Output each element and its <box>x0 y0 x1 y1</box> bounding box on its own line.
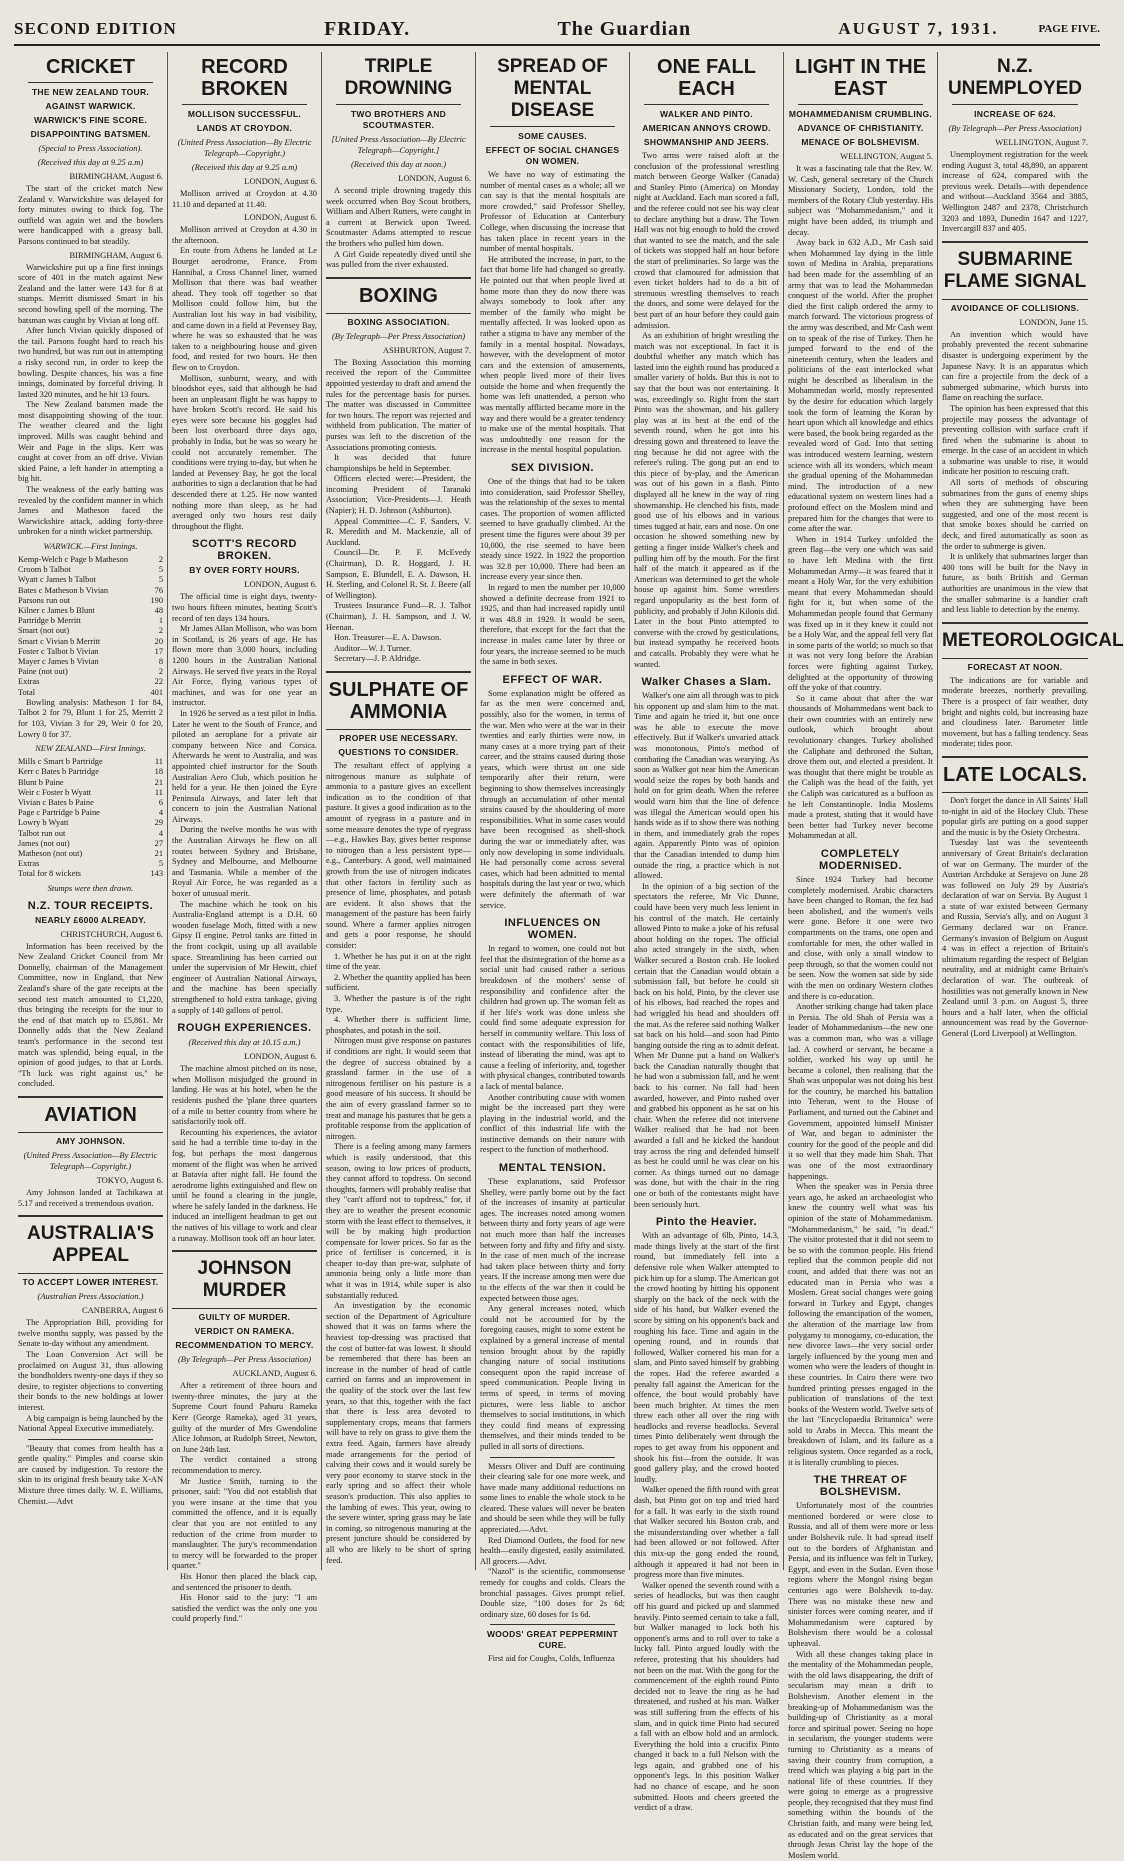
paragraph: His Honor then placed the black cap, and sentenced the prisoner to death. <box>172 1571 317 1592</box>
column-4 <box>476 52 630 1664</box>
paragraph: In regard to women, one could not but feel that the disintegration of the home as a social unit had caused rather a serious breakdown of the mothers' sense of responsibility and confidence after the children had grown up. The woman felt as if her life's work was done unless she could find some adequate expression for herself in community welfare. This loss of contact with the responsibilities of life, instead of liberating the mind, was apt to cause a feeling of inferiority, and, together with physical changes, contributed towards a lack of mental balance. <box>480 944 625 1091</box>
meteorological-headline: METEOROLOGICAL <box>942 629 1124 651</box>
paragraph: It is unlikely that submarines larger than 400 tons will be built for the Navy in future, as both British and German authorities are unanimous in the view that the smaller submarine is a handier craft and less liable to detection by the enemy. <box>942 552 1088 615</box>
mental-sub: SOME CAUSES. <box>518 131 587 141</box>
dateline: LONDON, August 6. <box>244 212 317 223</box>
dateline: WELLINGTON, August 7. <box>995 137 1088 147</box>
masthead <box>14 14 1100 46</box>
paragraph: Trustees Insurance Fund—R. J. Talbot (Chairman), J. H. Sampson, and J. W. Heenan. <box>326 601 471 632</box>
score-name: Smart c Vivian b Merritt <box>18 636 101 646</box>
score-row <box>18 626 163 636</box>
aviation-headline: AVIATION <box>44 1103 137 1126</box>
score-name: Wyatt c James b Talbot <box>18 575 96 585</box>
scorecard-new-zealand <box>18 757 163 879</box>
score-runs: 2 <box>158 555 163 564</box>
score-name: Lowry b Wyatt <box>18 818 69 828</box>
innings-title: NEW ZEALAND—First Innings. <box>35 743 146 754</box>
paragraph: Mr Justice Smith, turning to the prisoner, said: "You did not establish that you were insane at the time that you committed the offence, and it is equally clear that you are not entitled to any reduction of the crime from murder to manslaughter. The jury's recommendation to mercy will be forwarded to the proper quarter." <box>172 1476 317 1571</box>
dateline: TOKYO, August 6. <box>96 1174 163 1185</box>
record-headline: RECORD BROKEN <box>201 56 288 100</box>
paragraph: When the speaker was in Persia three years ago, he asked an archaeologist who knew the country well what was his opinion of the state of Mohammedanism. "Mohammedanism," he said, "is dead." The visitor protested that it did not seem to be so with the common people. His friend replied that the common people did not count, and added that there was not an educated man in Persia who was a Moslem. Great social changes were going forward in Turkey and Egypt, changes following the emancipation of the women, the alteration of the marriage law from polygamy to monogamy, co-education, the new divorce laws—the very social order largely influenced by the young men and women who were the leaders of thought in these countries. In Cairo there were two hundred printing presses engaged in the publication of translations of the text books of the Western world. Twelve sets of the last "Encyclopaedia Britannica" were sold to Arabs in Mecca. This meant the breakdown of Islam, and its failure as a religious system. Once regarded as a rock, it is literally crumbling to pieces. <box>788 1182 933 1467</box>
advertisement: First aid for Coughs, Colds, Influenza <box>488 1654 615 1664</box>
cricket-sub: THE NEW ZEALAND TOUR. <box>31 87 150 97</box>
score-runs: 2 <box>158 667 163 677</box>
day-label: FRIDAY. <box>324 17 411 40</box>
score-row <box>18 767 163 777</box>
score-runs: 143 <box>150 869 163 879</box>
paragraph: When in 1914 Turkey unfolded the green flag—the very one which was said to have left Medina with the first Mohammedan Army—it was feared that it meant a Holy War, for the very exhibition meant that every Mohammedan should fight for it, but when some of the Mohammedan people found that Germany was fixed up in it they knew it could not be a Holy War, and the appeal fell very flat in some parts of the world; so much so that it was not very long before the Arabian forces were fighting against Turkey, delighted at the opportunity of throwing off the yoke of that country. <box>788 534 933 693</box>
mental-headline: SPREAD OF MENTAL DISEASE <box>497 56 608 121</box>
score-name: Partridge b Merritt <box>18 616 81 626</box>
score-row <box>18 849 163 859</box>
paragraph: Two arms were raised aloft at the conclusion of the professional wrestling match between George Walker (Canada) and Stanley Pinto (America) on Monday night at Auckland. Each man scored a fall, and the referee could not see his way clear to declare anything but a draw. The Town Hall was not big enough to hold the crowd that wanted to see the match, and the sale of tickets was stopped half an hour before the start of preliminaries. So large was the crowd that clamoured for admission that even ticket holders had to do a bit of strenuous wrestling themselves to reach the doors, and some were delayed for the best part of an hour before they could gain admission. <box>634 151 779 330</box>
east-headline: LIGHT IN THE EAST <box>794 56 927 100</box>
paragraph: There is a feeling among many farmers which is easily understood, that this season, owing to low prices of products, they cannot afford to topdress. On second thoughts, farmers will probably realise that they "can't afford not to topdress," for, if they are to weather the present economic storm with the least effect to themselves, it will be by making high production compensate for lower prices. So far as the price of fertiliser is concerned, it is cheaper to-day than pre-war, sulphate of ammonia being only a little more than what it was in 1914, while super is also substantially reduced. <box>326 1142 471 1300</box>
score-runs: 4 <box>158 808 163 818</box>
paragraph: Warwickshire put up a fine first innings score of 401 in the match against New Zealand and the latter were 143 for 8 at stumps. Merritt dismissed Smart in his second bowling spell of the morning. The batsman was caught by Vivian at long off. <box>18 262 163 325</box>
paragraph: Another striking change had taken place in Persia. The old Shah of Persia was a leader of Mohammedanism—the new one was a common man, who was a village lad. A cowherd or servant, he became a soldier, worked his way up until he became a colonel, then realising that the Shah was unpopular was not doing his best for the country, he marched his battalion into Teheran, went to the House of Parliament, and turned out the Cabinet and Government, appointed himself Minister of War, and began to administer the country for the good of the people and did it so well that they made him Shah. That was one of the most extraordinary happenings. <box>788 1002 933 1181</box>
east-sub: ADVANCE OF CHRISTIANITY. <box>797 123 924 133</box>
score-runs: 21 <box>154 849 163 859</box>
paragraph: Away back in 632 A.D., Mr Cash said when Mohammed lay dying in the little town of Medina in Arabia, preparations had been made for the assembling of an army that was to lead the Mohammedan conquest of the world. After the prophet died the first caliph ordered the army to march forward. The victorious progress of the army was described, and Mr Cash went on to speak of the rise of Turkey. Then he jumped forward to the end of the nineteenth century, when the leaders and politicians of the east interlocked what might be described as liberalism in the Mohammedan world, mostly represented by the desire for education which largely took the form of learning the Koran by heart upon which all knowledge and ethics were based, the book being regarded as the revealed word of God. Into that setting was introduced western learning, western science with all its wonders, which meant the gradual opening of the Mohammedan mind. The introduction of a new educational system on western lines had a profound effect on the Moslem mind and prepared him for the changes that were to come after the war. <box>788 238 933 534</box>
paragraph: All sorts of methods of obscuring submarines from the guns of enemy ships when they are submerging have been suggested, and one of the most recent is that smoke boxes should be carried on deck, and fired automatically as soon as the order to submerge is given. <box>942 478 1088 551</box>
masthead-right <box>838 19 1100 39</box>
paragraph: It was a fascinating tale that the Rev. W. W. Cash, general secretary of the Church Missionary Society, London, told the members of the Rotary Club yesterday. His subject was "Mohammedanism," and it might have been added, its triumph and decay. <box>788 164 933 237</box>
column-3 <box>322 52 476 1570</box>
score-runs: 5 <box>158 575 163 585</box>
score-runs: 76 <box>154 585 163 595</box>
score-name: Talbot run out <box>18 828 66 838</box>
score-name: Smart (not out) <box>18 626 70 636</box>
murder-sub: GUILTY OF MURDER. <box>198 1312 291 1323</box>
column-6 <box>784 52 938 1860</box>
drowning-sub: TWO BROTHERS AND SCOUTMASTER. <box>350 109 447 130</box>
score-name: Croom b Talbot <box>18 565 71 575</box>
paragraph: After lunch Vivian quickly disposed of the tail. Parsons fought hard to reach his two hundred, but was run out in attempting a risky second run, in order to keep the bowling. Despite chances, his was a fine innings, dominated by forceful driving. It lasted 320 minutes, and he hit 13 fours. <box>18 326 163 399</box>
score-runs: 17 <box>154 646 163 656</box>
dateline: LONDON, August 6. <box>244 579 317 590</box>
divider <box>182 104 307 105</box>
drowning-headline: TRIPLE DROWNING <box>344 56 453 99</box>
cricket-sub: DISAPPOINTING BATSMEN. <box>30 129 151 139</box>
divider <box>490 126 615 127</box>
paragraph: Council—Dr. P. F. McEvedy (Chairman), D. R. Hoggard, J. H. Sampson, E. Blundell, E. A. Dawson, H. H. Sterling, and Colonel R. St. J. Beere (all of Wellington). <box>326 548 471 600</box>
received-line: (Received this day at noon.) <box>350 159 447 169</box>
score-runs: 21 <box>154 777 163 787</box>
paragraph: Mollison arrived at Croydon at 4.30 11.10 and departed at 11.40. <box>172 189 317 209</box>
paragraph: En route from Athens he landed at Le Bourget aerodrome, France. From Hannibal, a Cross Channel liner, warned Mollison that there was bad weather ahead. They took off together so that Mollison could follow him, but the Australian lost his way in bad visibility, and came down in a field at Pevensey Bay, where he was so exhausted that he was taken to a neighbouring house and given food, and rested for two hours. He then flew on to Croydon. <box>172 246 317 372</box>
score-name: Vivian c Bates b Paine <box>18 798 94 808</box>
score-row <box>18 647 163 657</box>
credit-line: (By Telegraph—Per Press Association) <box>331 330 466 341</box>
paragraph: Unemployment registration for the week ending August 3, total 48,890, an apparent increase of 624, compared with the previous week. Details—with dependence and without—Auckland 3564 and 3885, Wellington 2487 and 2378, Christchurch 3203 and 1893, Dunedin 1647 and 1227, Invercargill 837 and 405. <box>942 150 1088 234</box>
section-head: ROUGH EXPERIENCES. <box>177 1022 312 1035</box>
paragraph: The opinion has been expressed that this projectile may possess the advantage of preventing collision with surface craft if fired when the submarine is about to emerge. In the case of an accident in which a submarine was unable to rise, it would indicate her position to rescuing craft. <box>942 403 1088 477</box>
score-row <box>18 606 163 616</box>
section-head: SEX DIVISION. <box>511 462 594 475</box>
dateline: LONDON, August 6. <box>244 176 317 186</box>
paragraph: These explanations, said Professor Shelley, were partly borne out by the fact of the increases of insanity at particular ages. The increases noted among women between thirty and forty years of age were not much more than half the increases between forty and fifty and fifty and sixty. In the case of men much of the increase had taken place between thirty and forty years. If the increase among men were due to the effects of the war then it could be expected between those ages. <box>480 1177 625 1303</box>
credit-line: (By Telegraph—Per Press Association) <box>177 1354 312 1365</box>
paragraph: A big campaign is being launched by the National Appeal Executive immediately. <box>18 1413 163 1434</box>
score-row <box>18 616 163 626</box>
score-runs: 4 <box>158 828 163 838</box>
section-head: THE THREAT OF BOLSHEVISM. <box>813 1474 908 1499</box>
paragraph: In the opinion of a big section of the spectators the referee, Mr Vic Dunne, could have been very much less lenient in his control of the match. He certainly allowed Pinto to make a joke of his refusal about holding on the ropes. The official also acted strangely in the sixth, when Walker secured a Boston crab. He looked certain that the Canadian would obtain a submission fall, but before he could sit back on his hold, Pinto, by the clever use of his elbows, had reached the ropes and had wriggled his head and shoulders off the mat. As the referee said nothing Walker sat back on his hold—and soon had Pinto banging outside the ring as to admit defeat. When Mr Dunne put a hand on Walker's back the Canadian naturally thought that he had won a submission fall, and he went back to his corner. No fall had been awarded, however, and Pinto rushed over and grabbed his opponent as he sat on his chair. When the referee did not intervene Walker realised that he had not been awarded a fall and he kicked the handout tray across the ring and defended himself as best he could until he was clear on his corner. As things turned out no damage was done, but with the chair in the ring one or both of the contestants might have been seriously hurt. <box>634 881 779 1209</box>
stumps-note: Stumps were then drawn. <box>47 882 134 893</box>
innings-title: WARWICK.—First Innings. <box>43 541 138 551</box>
score-row <box>18 575 163 585</box>
score-name: Parsons run out <box>18 595 71 605</box>
scorecard-warwick <box>18 555 163 698</box>
paragraph: The indications are for variable and moderate breezes, northerly prevailing. There is a prospect of fair weather, duty bright and nights cold, but increasing haze and cloudiness later. Barometer little movement, but has a falling tendency. Seas moderate; tides poor. <box>942 675 1088 749</box>
paragraph: His Honor said to the jury: "I am satisfied the verdict was the only one you could properly find." <box>172 1593 317 1624</box>
paragraph: With all these changes taking place in the mentality of the Mohammedan people, with the old laws disappearing, the drift of secularism may mean a drift to Bolshevism. Another element in the breaking-up of Mohammedanism was the building-up of Christianity as a moral force and spiritual power. Seeing no hope in secularism, the younger students were turning to Christianity as a means of saving their country from corruption, a trend which was playing a big part in the national life of these countries. If they were going to emerge as a progressive people, they recognised that they must find something within the bounds of the Christian faith, and many were being led, as educated and on the great services that through Jesus Christ lay the hope of the Moslem world. <box>788 1649 933 1860</box>
paragraph: Mollison, sunburnt, weary, and with bloodshot eyes, said that although he had been an unpleasant flight he was happy to have broken Scott's record. He said his eyes were sore because his goggles had been lost overboard three days ago, probably in India, but he was so weary he could not accurately remember. The conditions were trying to-day, but when he landed at Pevensey Bay, he got the local authorities to sign a declaration that he had descended there at 1.25. He now wanted nothing more than sleep, as he had averaged only two hours rest daily throughout the flight. <box>172 373 317 531</box>
paragraph: Auditor—W. J. Turner. <box>334 643 412 653</box>
dateline: WELLINGTON, August 5. <box>840 151 933 161</box>
score-name: Extras <box>18 859 40 869</box>
received-line: (Received this day at 10.15 a.m.) <box>188 1037 301 1048</box>
paragraph: Any general increases noted, which could not be accounted for by the foregoing causes, might to some extent be explained by a general increase of mental tension brought about by the rapidly changing nature of social institutions consequent upon the rapid increase of speed communication. People living in terms of speed, in terms of moving pictures, were less liable to anchor themselves to social institutions, in which they could find means of expressing themselves, and their minds tended to be pulled in all sorts of directions. <box>480 1304 625 1451</box>
paragraph: We have no way of estimating the number of mental cases as a whole; all we can say is that the mental hospitals are more crowded," said Professor Shelley, Professor of Education at Canterbury College, when discussing the increase that has taken place in recent years in the number of mental hospitals. <box>480 170 625 254</box>
divider <box>798 104 923 105</box>
paragraph: The verdict contained a strong recommendation to mercy. <box>172 1455 317 1475</box>
score-row <box>18 808 163 818</box>
paragraph: The Loan Conversion Act will be proclaimed on August 31, thus allowing the bondholders twenty-one days if they so desire, to register objections to converting their bonds to the new holdings at lower interest. <box>18 1349 163 1412</box>
paragraph: The official time is eight days, twenty-two hours fifteen minutes, beating Scott's record of ten days 134 hours. <box>172 592 317 623</box>
unemployed-sub: INCREASE OF 624. <box>974 109 1056 119</box>
boxing-sub: BOXING ASSOCIATION. <box>347 316 450 327</box>
dateline: LONDON, June 15. <box>1019 316 1088 327</box>
paragraph: Secretary—J. P. Aldridge. <box>334 654 421 664</box>
paragraph: Officers elected were:—President, the incoming President of Taranaki Association; Vice-Presidents—J. Heath (Napier); H. D. Johnson (Ashburton). <box>326 474 471 516</box>
paragraph: Information has been received by the New Zealand Cricket Council from Mr Donnelly, chairman of the Management Committee, now in England, that New Zealand's share of the gate receipts at the second test match amounted to £1,220, thus bringing the receipts for the tour to the end of that match up to £5,861. Mr Donnelly adds that the New Zealand team's performance in the second test match was splendid, being equal, in the opinion of good judges, to that at Lords. "Th luck was right against us," he concluded. <box>18 941 163 1089</box>
murder-sub: VERDICT ON RAMEKA. <box>194 1326 295 1337</box>
column-7 <box>938 52 1124 1570</box>
score-row <box>18 829 163 839</box>
record-sub: MOLLISON SUCCESSFUL. <box>187 109 302 119</box>
dateline: ASHBURTON, August 7. <box>382 344 471 355</box>
paragraph: The New Zealand batsmen made the most disappointing showing of the tour. The weather cleared and the light improved. Mills was caught behind and Weir and Page in the slips. Kerr was caught at cover from an off drive. Vivian skied Paine, a left hander in attempting a big hit. <box>18 400 163 484</box>
paragraph: So it came about that after the war thousands of Mohammedans went back to their own countries with an entirely new outlook, which brought about revolutionary changes. Turkey abolished the Caliphate and dethroned the Sultan, drove them out, and elected a president. It was thought that there might be trouble as the Caliph was the head of the faith, yet the Caliph was caricatured as a buffoon as he left Constantinople. India Moslems made a protest, stating that it would have been better had Turkey never become Mohammedan at all. <box>788 693 933 841</box>
unemployed-headline: N.Z. UNEMPLOYED <box>947 56 1083 99</box>
advertisement: "Nazol" is the scientific, commonsense remedy for coughs and colds. Clears the bronchial passages. Gives prompt relief. Double size, "100 doses for 2s 6d; ordinary size, 60 doses for 1s 6d. <box>480 1567 625 1619</box>
wrestling-headline: ONE FALL EACH <box>657 56 756 100</box>
score-row <box>18 757 163 767</box>
score-runs: 11 <box>154 757 163 767</box>
received-line: (Received this day at 9.25 a.m) <box>37 157 144 167</box>
paragraph: Some explanation might be offered as far as the men were concerned and, possibly, also for the women, in terms of the war. Men who were at the war in their twenties and early thirties were now, in many cases at a more trying part of their career, and the strains caused during those years, which were thrust on one side temporarily after their return, were beginning to show themselves increasingly through an accumulation of other mental strains caused by the shouldering of more responsibilities. What in some cases would have been recognised as shell-shock during the war or immediately after, was only now developing in some individuals. He had personally come across several cases, which had been admitted to mental hospitals during the last year or two, which were definitely the aftermath of war service. <box>480 688 625 910</box>
paragraph: An invention which would have probably prevented the recent submarine disaster is undergoing experiment by the Japanese Navy. It is an apparatus which can fire a projectile from the deck of a submerged submarine, which bursts into flame on reaching the surface. <box>942 329 1088 403</box>
wrestling-sub: SHOWMANSHIP AND JEERS. <box>643 137 770 147</box>
paragraph: He attributed the increase, in part, to the fact that home life had changed so greatly. He pointed out that when people lived at home more than they do now there was always somebody to look after any member of the family who might be mentally affected. It was looked upon as rather a stigma to have any member of the family in a mental hospital. Nowadays, however, with the development of motor cars and the extension of amusements, when people lived more of their lives outside the home and when frequently the home was left unattended, a person who was mentally afflicted became more in the way and there would be a greater tendency to make use of the mental hospitals. That was undoubtedly one reason for the increase in the mental hospital population. <box>480 254 625 455</box>
score-runs: 2 <box>158 626 163 636</box>
divider <box>490 1624 615 1625</box>
paragraph: Nitrogen must give response on pastures if conditions are right. It would seem that the degree of success obtained by a grassland farmer in the use of a nitrogenous fertiliser on his pasture is a good measure of his success. It should be the aim of every grassland farmer so to treat and manage his pastures that he gets a profitable response from the application of nitrogen. <box>326 1036 471 1141</box>
dateline: CHRISTCHURCH, August 6. <box>60 928 163 939</box>
divider <box>490 1457 615 1458</box>
column-2 <box>168 52 322 1624</box>
paragraph: The machine which he took on his Australia-England attempt is a D.H. 60 wooden fuselage Moth, fitted with a new Gipsy II engine. Petrol tanks are fitted in the front cockpit, using up all available space. Streamlining has been carried out under the supervision of Mr Hewitt, chief engineer of Australian National Airways, and the machine has been specially strengthened to hold extra tankage, giving a supply of 140 gallons of petrol. <box>172 899 317 1015</box>
cricket-sub: AGAINST WARWICK. <box>45 101 136 111</box>
paragraph: An investigation by the economic section of the Department of Agriculture showed that it was on farms where the heaviest top-dressing was practised that the cost of butter-fat was lowest. It should be remembered that there has been an increase in the number of head of cattle carried on farms and an improvement in the quality of the stock over the last few years, so that this, together with the fact that there is less area devoted to supplementary crops, means that farmers will have to rely on grass to give them the extra feed. Again, farmers have already made arrangements for the period of calving their cows and it would surely be very poor economy to starve stock in the early spring and so affect their whole season's production. This also applies to the lambing of ewes. This year, owing to the severe winter, spring grass may be late in coming, so nitrogenous manuring at the present juncture should be considered by all who are likely to be short of spring feed. <box>326 1301 471 1565</box>
advertisement: Red Diamond Outlets, the food for new health—easily digested, easily assimilated. All grocers.—Advt. <box>480 1535 625 1566</box>
paragraph: As an exhibition of bright wrestling the match was not exceptional. In fact it is doubtful whether any match which has lasted into the eighth round has produced a smaller variety of holds. But this is not to say that the bout was not entertaining. It was, exceedingly so. Right from the start Pinto was the showman, and his gallery play was at its best at the end of the seventh round, when he got into his dressing gown and threatened to leave the ring because he did not agree with the referee's ruling. The gong put an end to this piece of by-play, and the American was out of his gown in a flash. Pinto displayed all he knew in the way of ring showmanship. He clenched his fists, made good use of his elbows and in various times tugged at hair, ears and nose. On one occasion he showed something new by getting a finger inside Walker's cheek and pulling him off by the mouth. For the first half of the match it appeared as if the American was determined to get the whole house up against him. Some wrestlers regard unpopularity as the best form of publicity, and probably if John Kilonis did. Later in the bout Pinto attempted to converse with the crowd by gesticulations, but instead sympathy he received hoots and catcalls. Probably they were what he wanted. <box>634 331 779 669</box>
credit-line: (United Press Association—By Electric Telegraph—Copyright.) <box>23 1149 158 1171</box>
score-runs: 1 <box>158 616 163 626</box>
sulphate-sub: QUESTIONS TO CONSIDER. <box>338 746 459 757</box>
record-sub: LANDS AT CROYDON. <box>196 123 293 133</box>
paragraph: Another contributing cause with women might be the increased part they were playing in the industrial world, and the conflict of this industrial life with the instinctive demands on their nature with respect to the function of motherhood. <box>480 1092 625 1155</box>
paragraph: In 1926 he served as a test pilot in India. Later he went to the South of France, and piloted an aeroplane for a private air company between Nice and Corsica. Afterwards he went to Australia, and was appointed chief instructor for the South Australian Aero Club, which position he held for a year. He then joined the Eyre Peninsula Airways, and later left that concern to join the Australian National Airways. <box>172 708 317 824</box>
score-runs: 20 <box>154 636 163 646</box>
score-name: Mayer c James b Vivian <box>18 657 99 667</box>
score-row <box>18 869 163 879</box>
advertisement: "Beauty that comes from health has a gentle quality." Pimples and coarse skin are caused by indigestion. To restore the skin to its original fresh beauty take X-AN Mixture three times daily. W. E. Williams, Chemist.—Advt <box>18 1443 163 1506</box>
score-name: Mills c Smart b Partridge <box>18 757 103 767</box>
submarine-sub: AVOIDANCE OF COLLISIONS. <box>950 302 1080 313</box>
score-runs: 5 <box>158 565 163 575</box>
paragraph: The resultant effect of applying a nitrogenous manure as sulphate of ammonia to a pasture gives an excellent indication as to the condition of that pasture. It gives a good indication as to the amount of ryegrass in a pasture and in some measure denotes the type of ryegrass—e.g., Hawkes Bay, gives better response to nitrogen than a less persistent type—e.g., Canterbury. A good, well maintained growth from the use of nitrogen indicates that other factors in fertility such as presence of lime, phosphates, and potash are evident. It also shows that the management of the pasture has been fairly sound. Where a farmer applies nitrogen and gets a poor response, he should consider: <box>326 760 471 951</box>
score-runs: 6 <box>158 798 163 808</box>
paper-title: The Guardian <box>557 17 692 40</box>
bowling-analysis: Bowling analysis: Matheson 1 for 84, Talbot 2 for 79, Blunt 1 for 25, Merritt 2 for 103, Vivian 3 for 29, Weir 0 for 20, Lowry 0 for 37. <box>18 697 163 739</box>
section-sub: NEARLY £6000 ALREADY. <box>35 914 146 925</box>
submarine-headline: SUBMARINE FLAME SIGNAL <box>943 248 1087 292</box>
paragraph: A Girl Guide repeatedly dived until she was pulled from the river exhausted. <box>326 249 471 270</box>
list-item: 4. Whether there is sufficient lime, phosphates, and potash in the soil. <box>326 1015 471 1035</box>
score-name: Bates c Matheson b Vivian <box>18 585 109 595</box>
page-number: PAGE FIVE. <box>1038 23 1100 35</box>
section-head: N.Z. TOUR RECEIPTS. <box>27 899 154 912</box>
score-runs: 8 <box>158 657 163 667</box>
advertisement-head: WOODS' GREAT PEPPERMINT CURE. <box>486 1629 619 1651</box>
score-runs: 48 <box>154 606 163 616</box>
score-row <box>18 788 163 798</box>
mental-sub: EFFECT OF SOCIAL CHANGES ON WOMEN. <box>485 145 620 166</box>
cricket-headline: CRICKET <box>46 56 135 78</box>
section-head: MENTAL TENSION. <box>498 1162 607 1175</box>
score-row <box>18 818 163 828</box>
score-name: Kerr c Bates b Partridge <box>18 767 99 777</box>
score-row <box>18 677 163 687</box>
divider <box>336 104 461 105</box>
score-runs: 18 <box>154 767 163 777</box>
score-name: Total for 8 wickets <box>18 869 81 879</box>
column-5 <box>630 52 784 1813</box>
score-row <box>18 555 163 565</box>
score-name: Blunt b Paine <box>18 777 64 787</box>
paragraph: Appeal Committee—C. F. Sanders, V. R. Meredith and M. Mackenzie, all of Auckland. <box>326 516 471 547</box>
murder-headline: JOHNSON MURDER <box>197 1258 292 1302</box>
paragraph: Mr James Allan Mollison, who was born in Scotland, is 26 years of age. He has flown more than 3,000 hours, including 1200 hours in the Australian National Airways. He served five years in the Royal Air Force, flying various types of machines, and was for one year an instructor. <box>172 624 317 708</box>
dateline: CANBERRA, August 6 <box>82 1305 163 1316</box>
score-name: Page c Partridge b Paine <box>18 808 100 818</box>
paragraph: The start of the cricket match New Zealand v. Warwickshire was delayed for forty minutes owing to thick fog. The outfield was again wet and the bowlers were handicapped with a greasy ball. Parsons continued to bat steadily. <box>18 184 163 246</box>
score-row <box>18 596 163 606</box>
wrestling-sub: AMERICAN ANNOYS CROWD. <box>642 123 771 133</box>
cricket-sub: WARWICK'S FINE SCORE. <box>33 115 147 125</box>
section-head: EFFECT OF WAR. <box>502 673 603 686</box>
dateline: AUCKLAND, August 6. <box>232 1368 317 1379</box>
score-runs: 5 <box>158 859 163 869</box>
list-item: 1. Whether he has put it on at the right time of the year. <box>326 951 471 972</box>
section-head: INFLUENCES ON WOMEN. <box>504 917 601 942</box>
score-row <box>18 778 163 788</box>
score-name: Kemp-Welch c Page b Matheson <box>18 555 129 564</box>
paragraph: One of the things that had to be taken into consideration, said Professor Shelley, was the relationship of the sexes to mental cases. The proportion of women afflicted seemed to have gradually climbed. At the present time the figures were about 39 per 10,000, the rise seemed to have been steady since 1922. In 1922 the proportion was 32.8 per 10,000. There had been an increase every year since then. <box>480 477 625 582</box>
paragraph: With an advantage of 6lb, Pinto, 14.3, made things lively at the start of the first round, but immediately fell into a defensive role when Walker attempted to pick him up for a slump. The American got the crowd hooting by hitting his opponent sharply on the back of the neck with the side of his hand, but Walker evened the score by sitting on his opponent's back and roughing his face. Time and again in the opening round, and in rounds that followed, Walker cornered his man for a slam, and Pinto saved himself by grabbing the ropes. Had the referee awarded a penalty fall against the American for the offence, the bout would probably have been much brighter. At times the men threw each other all over the ring with headlocks and reverse headlocks. Several times Pinto deliberately went through the ropes to get away from his opponent and shook his fist—from the outside. It was good gallery play, and the crowd hooted loudly. <box>634 1231 779 1484</box>
paragraph: The Boxing Association this morning received the report of the Committee appointed yesterday to draft and amend the rules for the percentage basis for purses. The matter was discussed in Committee for two hours. The report was rejected and withheld from publication. The matter of purses was left to the discretion of the Associations promoting contests. <box>326 357 471 452</box>
credit-line: (By Telegraph—Per Press Association) <box>948 123 1082 133</box>
paragraph: In regard to men the number per 10,000 showed a definite decrease from 1921 to 1925, and than had increased rapidly until it was 48.8 in 1929. It would be seen, therefore, that except for the fact that the increase in males came later by three or four years, the increase seemed to be much the same in both sexes. <box>480 582 625 667</box>
score-name: Paine (not out) <box>18 667 68 677</box>
list-item: 3. Whether the pasture is of the right type. <box>326 994 471 1014</box>
divider <box>644 104 769 105</box>
score-runs: 190 <box>150 595 163 605</box>
score-row <box>18 688 163 698</box>
score-row <box>18 565 163 575</box>
paragraph: Hon. Treasurer—E. A. Dawson. <box>334 633 442 643</box>
score-row <box>18 839 163 849</box>
score-runs: 22 <box>154 677 163 687</box>
paragraph: Since 1924 Turkey had become completely modernised. Arabic characters have been changed to Roman, the fez had been abolished, and the women's veils were gone. Before it one were two compartments on the trams, one open and comfortable for men, the other walled in and close, with only a small window to peep through, so that the women could not be seen. Now the women sat side by side with the men on ordinary Western clothes and there is co-education. <box>788 875 933 1001</box>
paragraph: During the twelve months he was with the Australian Airways he flew on all routes between Sydney and Brisbane, Sydney and Melbourne, and Melbourne and Tasmania. While a member of the Royal Air Force, he was regarded as a boxer of unusual merit. <box>172 825 317 899</box>
column-1 <box>14 52 168 1570</box>
score-name: Matheson (not out) <box>18 849 83 859</box>
boxing-headline: BOXING <box>359 284 438 307</box>
score-row <box>18 637 163 647</box>
divider <box>28 82 153 83</box>
dateline: BIRMINGHAM, August 6. <box>69 171 163 181</box>
paragraph: Walker opened the fifth round with great dash, but Pinto got on top and tried hard for a fall. It was early in the sixth round that Walker secured his Boston crab, and the misunderstanding over whether a fall had been allowed or not followed. After this mix-up the gong ended the round, although it appeared it had not been in progress more than five minutes. <box>634 1485 779 1580</box>
received-line: (Received this day at 9.25 a.m) <box>191 162 298 172</box>
appeal-sub: TO ACCEPT LOWER INTEREST. <box>22 1277 159 1288</box>
score-row <box>18 798 163 808</box>
credit-line: [United Press Association—By Electric Telegraph—Copyright.] <box>331 134 466 155</box>
columns <box>14 52 1124 1860</box>
dateline: LONDON, August 6. <box>244 1051 317 1062</box>
score-name: Extras <box>18 677 40 687</box>
edition-label: SECOND EDITION <box>14 19 177 38</box>
paragraph: The machine almost pitched on its nose, when Mollison misjudged the ground in landing. He was at his hotel, when he the residents pushed the 'plane three quarters of a mile to better country from where he satisfactorily took off. <box>172 1064 317 1127</box>
score-row <box>18 859 163 869</box>
advertisement: Messrs Oliver and Duff are continuing their clearing sale for one more week, and have made many additional reductions on some lines to enable the whole stock to be cleared. These values will never be beaten and should be seen while they will be fully appreciated.—Advt. <box>480 1461 625 1535</box>
score-runs: 401 <box>150 687 163 697</box>
paragraph: It was decided that future championships be held in September. <box>326 453 471 473</box>
divider <box>952 104 1078 105</box>
section-sub: BY OVER FORTY HOURS. <box>189 565 300 576</box>
divider <box>28 1439 153 1440</box>
paragraph: Don't forget the dance in All Saints' Hall to-night in aid of the Hockey Club. These popular girls are putting on a good supper and the music is by the Osiety Orchestra. <box>942 795 1088 837</box>
section-head: SCOTT'S RECORD BROKEN. <box>192 538 297 563</box>
paragraph: Mollison arrived at Croydon at 4.30 in the afternoon. <box>172 225 317 245</box>
paragraph: After a retirement of three hours and twenty-three minutes, the jury at the Supreme Court found Pahuru Rameka Kere (George Rameka), aged 31 years, guilty of the murder of Mrs Gwendoline Alice Johnson, at Rudolph Street, Newton, on June 24th last. <box>172 1381 317 1454</box>
meteorological-sub: FORECAST AT NOON. <box>967 661 1063 672</box>
late-locals-headline: LATE LOCALS. <box>942 763 1088 786</box>
aviation-sub: AMY JOHNSON. <box>55 1135 126 1146</box>
sulphate-sub: PROPER USE NECESSARY. <box>339 732 458 743</box>
sulphate-headline: SULPHATE OF AMMONIA <box>328 678 469 723</box>
issue-date: AUGUST 7, 1931. <box>838 19 999 38</box>
score-name: Foster c Talbot b Vivian <box>18 646 99 656</box>
paragraph: Walker opened the seventh round with a series of headlocks, but was then caught off his guard and picked up and slammed heavily. Pinto seemed certain to take a fall, but Walker managed to lock both his opponent's arms and to roll over to take a lucky fall. Pinto argued loudly with the referee, protesting that his shoulders had not been on the mat. With the gong for the commencement of the eighth round Pinto decided not to leave the ring as he had threatened, and rushed at his man. Walker was still suffering from the effects of his slam, and in quick time Pinto had secured a fall with an elbow hold and an armlock. Everything the hold into a crucifix Pinto changed it back to a full Nelson with the legs again, and grabbed one of his opponent's legs. In this position Walker had no chance of escape, and he soon submitted. Hoots and cheers greeted the verdict of a draw. <box>634 1580 779 1813</box>
list-item: 2. Whether the quantity applied has been sufficient. <box>326 972 471 993</box>
paragraph: Unfortunately most of the countries mentioned bordered or were close to Russia, and all of them were more or less under Bolshevik rule. It had spread itself out to the borders of Afghanistan and Persia, and its influence was felt in Turkey, Egypt, and even in the Sudan. Even those regions where the Mongol rising began centuries ago were Bolshevik to-day. There was no mistake these new and sinister forces were coming nearer, and if Mohammedanism were captured by Bolshevism there would be a colossal upheaval. <box>788 1501 933 1648</box>
score-name: James (not out) <box>18 838 70 848</box>
east-sub: MOHAMMEDANISM CRUMBLING. <box>788 109 933 119</box>
score-row <box>18 657 163 667</box>
murder-sub: RECOMMENDATION TO MERCY. <box>175 1340 314 1351</box>
paragraph: The weakness of the early batting was revealed by the confident manner in which James and Matheson faced the Warwickshire attack, adding forty-three unbroken for a ninth wicket partnership. <box>18 485 163 537</box>
score-name: Total <box>18 687 36 697</box>
section-head: COMPLETELY MODERNISED. <box>818 848 903 872</box>
score-runs: 29 <box>154 818 163 828</box>
dateline: LONDON, August 6. <box>398 173 471 183</box>
score-name: Kilner c James b Blunt <box>18 606 95 616</box>
wrestling-sub: WALKER AND PINTO. <box>660 109 753 119</box>
paragraph: Recounting his experiences, the aviator said he had a terrible time to-day in the fog, but perhaps the most dangerous moment of the flight was when he arrived at Batavia after night fall. He found the aerodrome lights extinguished and flew on until he found a clearing in the jungle, where he safely landed in the darkness. He induced an intelligent headman to get out the natives of his village to work and clear a runaway. Mollison took off an hour later. <box>172 1127 317 1243</box>
score-runs: 27 <box>154 838 163 848</box>
section-head: Walker Chases a Slam. <box>641 676 772 689</box>
paragraph: A second triple drowning tragedy this week occurred when Boy Scout brothers, William and Albert Rutters, were caught in a current at Berwick upon Tweed. Scoutmaster Adams attempted to rescue the brothers who pulled him down. <box>326 186 471 248</box>
section-head: Pinto the Heavier. <box>655 1216 758 1229</box>
dateline: BIRMINGHAM, August 6. <box>69 249 163 260</box>
east-sub: MENACE OF BOLSHEVISM. <box>801 137 920 147</box>
credit-line: (Special to Press Association). <box>38 143 143 153</box>
appeal-headline: AUSTRALIA'S APPEAL <box>27 1223 154 1267</box>
score-row <box>18 586 163 596</box>
paragraph: Walker's one aim all through was to pick his opponent up and slam him to the mat. Time and again he tried it, but one once was he able to execute the move effectively. But if Walker's unvaried attack was monotonous, Pinto's method of combating the Canadian was wearying. As soon as Walker got near him the American would seize the ropes by both hands and hold on for grim death. When the referee would warn him that the line of defence was illegal the American would open his hands wide as if to show there was nothing in them, and immediately grab the ropes again. Apparently Pinto was of opinion that the Canadian intended to dump him outside the ring, a practice which is not allowed. <box>634 691 779 881</box>
paragraph: Amy Johnson landed at Tachikawa at 5.17 and received a tremendous ovation. <box>18 1187 163 1208</box>
credit-line: (Australian Press Association.) <box>37 1291 144 1302</box>
credit-line: (United Press Association—By Electric Telegraph—Copyright.) <box>177 137 312 158</box>
score-runs: 11 <box>154 787 163 797</box>
score-name: Weir c Foster b Wyatt <box>18 787 92 797</box>
score-row <box>18 667 163 677</box>
paragraph: Tuesday last was the seventeenth anniversary of Great Britain's declaration of war on Germany. The murder of the Austrian Archduke at Serajevo on June 28 was followed on July 29 by Austria's declaration of war on Servia. By August 1 a state of war existed between Germany and Russia, Servia's ally, and on August 3 Germany declared war on France. Germany's invasion of Belgium on August 4 was in effect a rejection of Britain's ultimatum regarding the respect of Belgian neutrality, and at midnight came Britain's declaration of war. The outbreak of hostilities was not generally known in New Zealand until 3 p.m. on August 5, three hours and a half later, when the official announcement was read by the Governor-General (Lord Liverpool) at Wellington. <box>942 838 1088 1038</box>
paragraph: The Appropriation Bill, providing for twelve months supply, was passed by the Senate to-day without any amendment. <box>18 1318 163 1349</box>
